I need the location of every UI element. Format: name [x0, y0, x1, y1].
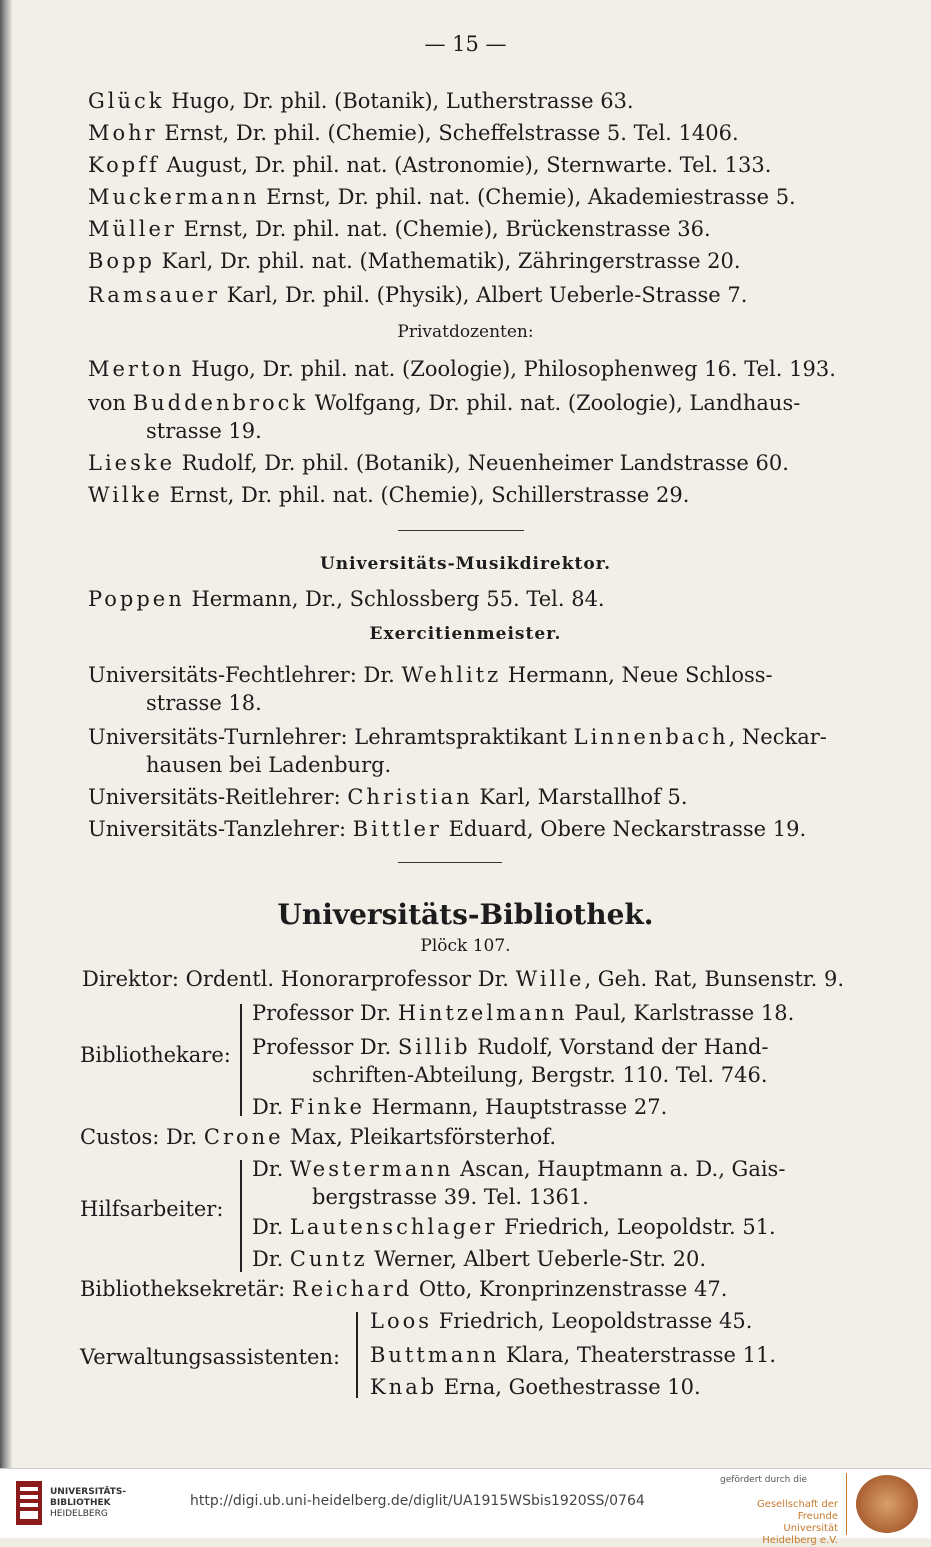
- sponsor-name: Gesellschaft der Freunde Universität Heidelberg e.V.: [756, 1499, 838, 1546]
- entry-hintzelmann: Professor Dr. Hintzelmann Paul, Karlstrasse 18.: [252, 1001, 795, 1025]
- brace-bibliothekare: [240, 1004, 242, 1116]
- entry-westermann-cont: bergstrasse 39. Tel. 1361.: [312, 1185, 589, 1209]
- entry-cuntz: Dr. Cuntz Werner, Albert Ueberle-Str. 20.: [252, 1247, 707, 1271]
- viewer-footer: [0, 1468, 931, 1546]
- entry-sillib-cont: schriften-Abteilung, Bergstr. 110. Tel. 746.: [312, 1063, 768, 1087]
- ub-logo-text: UNIVERSITÄTS- BIBLIOTHEK HEIDELBERG: [50, 1487, 127, 1519]
- entry-westermann: Dr. Westermann Ascan, Hauptmann a. D., Gais-: [252, 1157, 786, 1181]
- entry-ramsauer: Ramsauer Karl, Dr. phil. (Physik), Albert Ueberle-Strasse 7.: [88, 283, 748, 307]
- page-number: — 15 —: [424, 32, 507, 56]
- university-seal-icon: [856, 1475, 918, 1533]
- entry-loos: Loos Friedrich, Leopoldstrasse 45.: [370, 1309, 753, 1333]
- entry-fechtlehrer-cont: strasse 18.: [146, 691, 262, 715]
- entry-knab: Knab Erna, Goethestrasse 10.: [370, 1375, 701, 1399]
- divider-rule: [398, 530, 524, 531]
- entry-sillib: Professor Dr. Sillib Rudolf, Vorstand der Hand-: [252, 1035, 769, 1059]
- page-edge-shadow: [0, 0, 12, 1468]
- musikdirektor-heading: Universitäts-Musikdirektor.: [319, 554, 612, 574]
- entry-tanzlehrer: Universitäts-Tanzlehrer: Bittler Eduard, Obere Neckarstrasse 19.: [88, 817, 807, 841]
- entry-merton: Merton Hugo, Dr. phil. nat. (Zoologie), Philosophenweg 16. Tel. 193.: [88, 357, 836, 381]
- entry-sekretaer: Bibliotheksekretär: Reichard Otto, Kronprinzenstrasse 47.: [80, 1277, 728, 1301]
- entry-turnlehrer: Universitäts-Turnlehrer: Lehramtspraktikant Linnenbach, Neckar-: [88, 725, 827, 749]
- bibliothekare-label: Bibliothekare:: [80, 1043, 231, 1067]
- sponsor-label: gefördert durch die: [720, 1475, 807, 1485]
- entry-wilke: Wilke Ernst, Dr. phil. nat. (Chemie), Schillerstrasse 29.: [88, 483, 690, 507]
- entry-muckermann: Muckermann Ernst, Dr. phil. nat. (Chemie), Akademiestrasse 5.: [88, 185, 796, 209]
- entry-reitlehrer: Universitäts-Reitlehrer: Christian Karl, Marstallhof 5.: [88, 785, 688, 809]
- entry-bopp: Bopp Karl, Dr. phil. nat. (Mathematik), Zähringerstrasse 20.: [88, 249, 741, 273]
- entry-custos: Custos: Dr. Crone Max, Pleikartsförsterhof.: [80, 1125, 556, 1149]
- entry-fechtlehrer: Universitäts-Fechtlehrer: Dr. Wehlitz Hermann, Neue Schloss-: [88, 663, 773, 687]
- entry-direktor: Direktor: Ordentl. Honorarprofessor Dr. Wille, Geh. Rat, Bunsenstr. 9.: [82, 967, 845, 991]
- bibliothek-address: Plöck 107.: [420, 936, 511, 956]
- brace-hilfsarbeiter: [240, 1160, 242, 1272]
- entry-lautenschlager: Dr. Lautenschlager Friedrich, Leopoldstr. 51.: [252, 1215, 776, 1239]
- entry-poppen: Poppen Hermann, Dr., Schlossberg 55. Tel. 84.: [88, 587, 605, 611]
- sponsor-divider: [846, 1473, 847, 1535]
- ub-logo-icon: [16, 1481, 42, 1525]
- entry-lieske: Lieske Rudolf, Dr. phil. (Botanik), Neuenheimer Landstrasse 60.: [88, 451, 789, 475]
- entry-buddenbrock-cont: strasse 19.: [146, 419, 262, 443]
- entry-glueck: Glück Hugo, Dr. phil. (Botanik), Lutherstrasse 63.: [88, 89, 634, 113]
- entry-mueller: Müller Ernst, Dr. phil. nat. (Chemie), Brückenstrasse 36.: [88, 217, 711, 241]
- permalink-url[interactable]: http://digi.ub.uni-heidelberg.de/diglit/UA1915WSbis1920SS/0764: [190, 1493, 645, 1509]
- entry-buddenbrock: von Buddenbrock Wolfgang, Dr. phil. nat. (Zoologie), Landhaus-: [88, 391, 801, 415]
- hilfsarbeiter-label: Hilfsarbeiter:: [80, 1197, 224, 1221]
- bibliothek-heading: Universitäts-Bibliothek.: [277, 898, 654, 931]
- verwaltung-label: Verwaltungsassistenten:: [80, 1345, 341, 1369]
- entry-kopff: Kopff August, Dr. phil. nat. (Astronomie), Sternwarte. Tel. 133.: [88, 153, 772, 177]
- entry-mohr: Mohr Ernst, Dr. phil. (Chemie), Scheffelstrasse 5. Tel. 1406.: [88, 121, 739, 145]
- privatdozenten-heading: Privatdozenten:: [397, 322, 534, 342]
- entry-finke: Dr. Finke Hermann, Hauptstrasse 27.: [252, 1095, 668, 1119]
- divider-rule-2: [398, 862, 502, 863]
- brace-verwaltung: [356, 1312, 358, 1398]
- entry-turnlehrer-cont: hausen bei Ladenburg.: [146, 753, 392, 777]
- entry-buttmann: Buttmann Klara, Theaterstrasse 11.: [370, 1343, 777, 1367]
- exercitienmeister-heading: Exercitienmeister.: [369, 624, 562, 644]
